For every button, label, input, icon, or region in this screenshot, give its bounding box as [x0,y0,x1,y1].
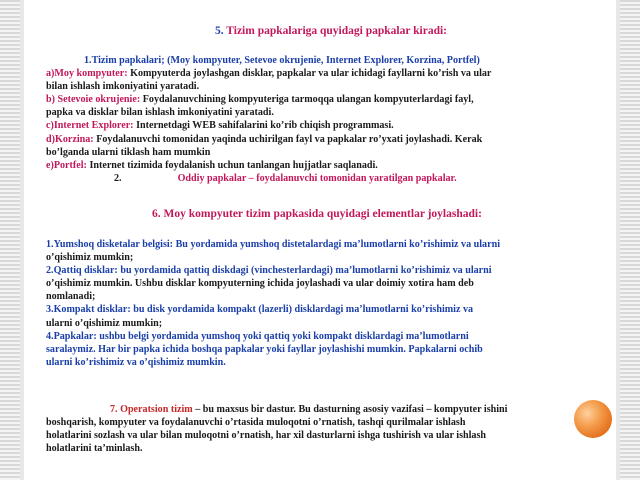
list-item-cont: nomlanadi; [46,291,96,303]
list-item: e)Portfel: Internet tizimida foydalanish uchun tanlangan hujjatlar saqlanadi. [46,159,378,171]
section5-list [46,54,606,185]
list-item: 3.Kompakt disklar: bu disk yordamida kompakt (lazerli) disklardagi ma’lumotlarni ko’rishimiz va [46,304,474,316]
list-item: d)Korzina: Foydalanuvchi tomonidan yaqinda uchirilgan fayl va papkalar ro’yxati joylashadi. Kerak [46,133,483,145]
list-item: c)Internet Explorer: Internetdagi WEB sahifalarini ko’rib chiqish programmasi. [46,120,394,132]
list-item-cont: bilan ishlash imkoniyatini yaratadi. [46,81,200,93]
section5-title-number: 5. [215,25,224,37]
list-item-cont: ularni o’qishimiz mumkin; [46,317,163,329]
decorative-orange-orb [574,400,612,438]
section5-item2: 2. Oddiy papkalar – foydalanuvchi tomonidan yaratilgan papkalar. [114,172,457,184]
section6-title: 6. Moy kompyuter tizim papkasida quyidagi elementlar joylashadi: [152,208,482,220]
section7-paragraph: 7. Operatsion tizim – bu maxsus bir dastur. Bu dasturning asosiy vazifasi – kompyuter ishini boshqarish, kompyuter va foydalanuvchi o’rtasida muloqotni o’rnatish, tashqi qurilmalar ishlash holatlarini sozlash va ular bilan muloqotni o’rnatish, har xil dasturlarni ishga tushirish va ular ishlash holatlarini ta’minlash. [46,404,508,455]
list-item: 4.Papkalar: ushbu belgi yordamida yumshoq yoki qattiq yoki kompakt disklardagi ma’lumotlarni [46,330,469,342]
list-item-cont: o’qishimiz mumkin. Ushbu disklar kompyuterning ichida joylashadi va ular doimiy xotira ham deb [46,278,474,290]
right-border-decoration [616,0,640,480]
list-item-cont: papka va disklar bilan ishlash imkoniyatini yaratadi. [46,107,274,119]
list-item-cont: o’qishimiz mumkin; [46,252,134,264]
list-item: a)Moy kompyuter: Kompyuterda joylashgan disklar, papkalar va ular ichidagi fayllarni ko’rish va ular [46,68,492,80]
list-item: 2.Qattiq disklar: bu yordamida qattiq diskdagi (vinchesterlardagi) ma’lumotlarni ko’rishimiz va ularni [46,265,492,277]
list-item-cont: ularni ko’rishimiz va o’qishimiz mumkin. [46,356,226,368]
section5-title-text: Tizim papkalariga quyidagi papkalar kiradi: [226,25,447,37]
section7-key: 7. Operatsion tizim [110,404,193,415]
list-item: b) Setevoie okrujenie: Foydalanuvchining kompyuteriga tarmoqqa ulangan kompyuterlardagi fayl, [46,94,474,106]
list-item-cont: bo’lganda ularni tiklash ham mumkin [46,146,211,158]
list-item-cont: saralaymiz. Har bir papka ichida boshqa papkalar yoki fayllar joylashishi mumkin. Papkalarni ochib [46,343,483,355]
slide-content [32,0,608,480]
left-border-decoration [0,0,24,480]
section6-list [46,238,608,369]
section5-head: 1.Tizim papkalari; (Moy kompyuter, Setevoe okrujenie, Internet Explorer, Korzina, Portfel) [84,55,480,66]
list-item: 1.Yumshoq disketalar belgisi: Bu yordamida yumshoq distetalardagi ma’lumotlarni ko’rishimiz va ularni [46,239,501,250]
section5-title [215,25,447,38]
